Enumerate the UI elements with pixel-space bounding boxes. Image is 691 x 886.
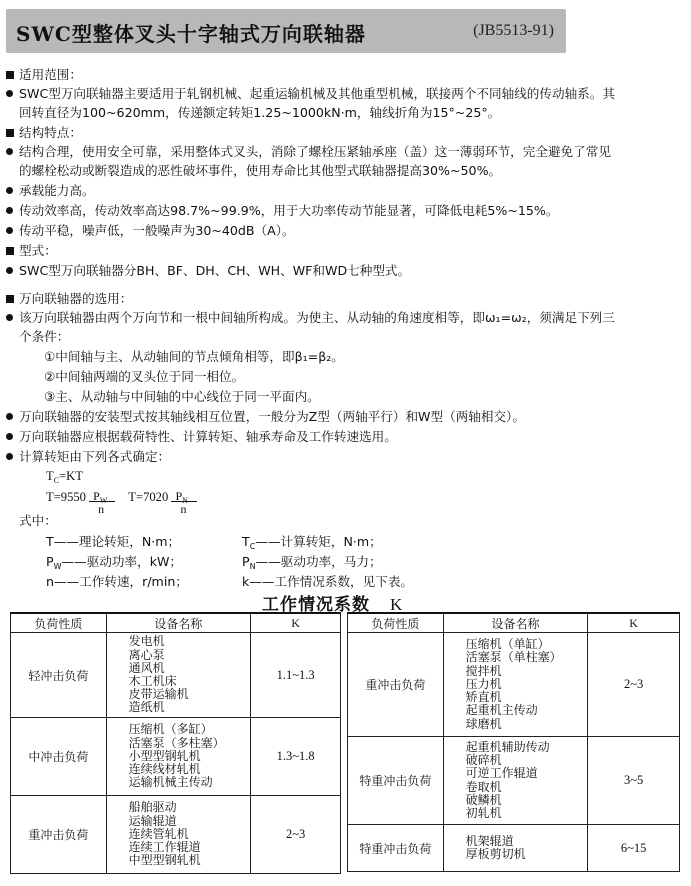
round-bullet-icon: [6, 207, 13, 214]
def-k: k——工作情况系数，见下表。: [242, 574, 414, 589]
condition-3: ③主、从动轴与中间轴的中心线位于同一平面内。: [44, 389, 320, 404]
load-cell: 重冲击负荷: [11, 796, 107, 874]
equipment-cell: 发电机 离心泵 通风机 木工机床 皮带运输机 造纸机: [106, 633, 251, 718]
square-bullet-icon: [6, 129, 14, 137]
equipment-cell: 船舶驱动 运输辊道 连续管轧机 连续工作辊道 中型型钢轧机: [106, 796, 251, 874]
load-cell: 重冲击负荷: [348, 633, 444, 737]
feature-item-cont: 的螺栓松动或断裂造成的恶性破坏事件，使用寿命比其他型式联轴器提高30%~50%。: [19, 163, 502, 178]
feature-item: 传动平稳，噪声低，一般噪声为30~40dB（A）。: [6, 222, 295, 240]
round-bullet-icon: [6, 453, 13, 460]
condition-1: ①中间轴与主、从动轴间的节点倾角相等，即β₁=β₂。: [44, 349, 344, 364]
table-row: [11, 718, 341, 796]
round-bullet-icon: [6, 187, 13, 194]
square-bullet-icon: [6, 247, 14, 255]
table-header-row: [348, 613, 680, 633]
def-t: T——理论转矩，N·m；: [46, 534, 181, 549]
k-value-cell: 6~15: [588, 825, 680, 872]
k-value-cell: 3~5: [588, 737, 680, 825]
square-bullet-icon: [6, 71, 14, 79]
coefficient-table-right: [347, 612, 680, 872]
round-bullet-icon: [6, 227, 13, 234]
equipment-cell: 压缩机（多缸） 活塞泵（多柱塞） 小型型钢轧机 连续线材轧机 运输机械主传动: [106, 718, 251, 796]
square-bullet-icon: [6, 295, 14, 303]
selection-heading: 万向联轴器的选用：: [6, 290, 132, 308]
selection-item: 万向联轴器的安装型式按其轴线相互位置，一般分为Z型（两轴平行）和W型（两轴相交）。: [6, 408, 525, 426]
k-value-cell: 2~3: [588, 633, 680, 737]
table-row: [348, 825, 680, 872]
col-header-k: K: [588, 613, 680, 633]
equipment-cell: 起重机辅助传动 破碎机 可逆工作辊道 卷取机 破鳞机 初轧机: [443, 737, 588, 825]
where-label: 式中：: [19, 513, 57, 528]
col-header-load: 负荷性质: [348, 613, 444, 633]
table-row: [348, 633, 680, 737]
round-bullet-icon: [6, 413, 13, 420]
round-bullet-icon: [6, 90, 13, 97]
selection-item-cont: 个条件：: [19, 329, 70, 344]
def-n: n——工作转速，r/min；: [46, 574, 188, 589]
feature-item: 承载能力高。: [6, 182, 95, 200]
fraction-pn-n: $P_N$ n: [171, 489, 197, 511]
round-bullet-icon: [6, 314, 13, 321]
scope-text-cont: 回转直径为100~620mm，传递额定转矩1.25~1000kN·m，轴线折角为15°~25°。: [19, 105, 501, 120]
header-banner: [6, 9, 566, 53]
k-value-cell: 2~3: [251, 796, 341, 874]
k-value-cell: 1.3~1.8: [251, 718, 341, 796]
features-heading: 结构特点：: [6, 124, 82, 142]
round-bullet-icon: [6, 148, 13, 155]
scope-text: SWC型万向联轴器主要适用于轧钢机械、起重运输机械及其他重型机械，联接两个不同轴线的传动轴系。其: [6, 85, 615, 103]
equipment-cell: 压缩机（单缸） 活塞泵（单柱塞） 搅拌机 压力机 矫直机 起重机主传动 球磨机: [443, 633, 588, 737]
feature-item: 传动效率高，传动效率高达98.7%~99.9%，用于大功率传动节能显著，可降低电耗5%~15%。: [6, 202, 559, 220]
round-bullet-icon: [6, 433, 13, 440]
col-header-equipment: 设备名称: [106, 613, 251, 633]
feature-item: 结构合理，使用安全可靠，采用整体式叉头，消除了螺栓压紧轴承座（盖）这一薄弱环节，完全避免了常见: [6, 143, 611, 161]
load-cell: 特重冲击负荷: [348, 737, 444, 825]
col-header-equipment: 设备名称: [443, 613, 588, 633]
k-value-cell: 1.1~1.3: [251, 633, 341, 718]
table-row: [11, 633, 341, 718]
selection-item: 该万向联轴器由两个万向节和一根中间轴所构成。为使主、从动轴的角速度相等，即ω₁=ω₂，须满足下列三: [6, 309, 615, 327]
selection-item: 万向联轴器应根据载荷特性、计算转矩、轴承寿命及工作转速选用。: [6, 428, 397, 446]
selection-item: 计算转矩由下列各式确定：: [6, 448, 170, 466]
col-header-k: K: [251, 613, 341, 633]
col-header-load: 负荷性质: [11, 613, 107, 633]
table-row: [348, 737, 680, 825]
round-bullet-icon: [6, 267, 13, 274]
fraction-pw-n: $P_W$ n: [89, 489, 115, 511]
def-tc: $T_C——$计算转矩，N·m；: [242, 534, 382, 551]
table-row: [11, 796, 341, 874]
load-cell: 中冲击负荷: [11, 718, 107, 796]
equipment-cell: 机架辊道 厚板剪切机: [443, 825, 588, 872]
table-header-row: [11, 613, 341, 633]
page-title: SWC型整体叉头十字轴式万向联轴器: [16, 22, 366, 46]
formula-t: T=9550 $P_W$ n T=7020 $P_N$ n: [46, 488, 197, 511]
standard-number: (JB5513-91): [473, 22, 554, 39]
condition-2: ②中间轴两端的叉头位于同一相位。: [44, 369, 245, 384]
load-cell: 特重冲击负荷: [348, 825, 444, 872]
coefficient-table-left: [10, 612, 341, 874]
table-title: 工作情况系数 K: [262, 595, 404, 615]
types-heading: 型式：: [6, 242, 57, 260]
formula-tc: $T_C=KT$: [46, 469, 83, 485]
def-pw: $P_W——$驱动功率，kW；: [46, 554, 183, 571]
scope-heading: 适用范围：: [6, 66, 82, 84]
types-text: SWC型万向联轴器分BH、BF、DH、CH、WH、WF和WD七种型式。: [6, 262, 410, 280]
def-pn: $P_N——$驱动功率，马力；: [242, 554, 382, 571]
load-cell: 轻冲击负荷: [11, 633, 107, 718]
